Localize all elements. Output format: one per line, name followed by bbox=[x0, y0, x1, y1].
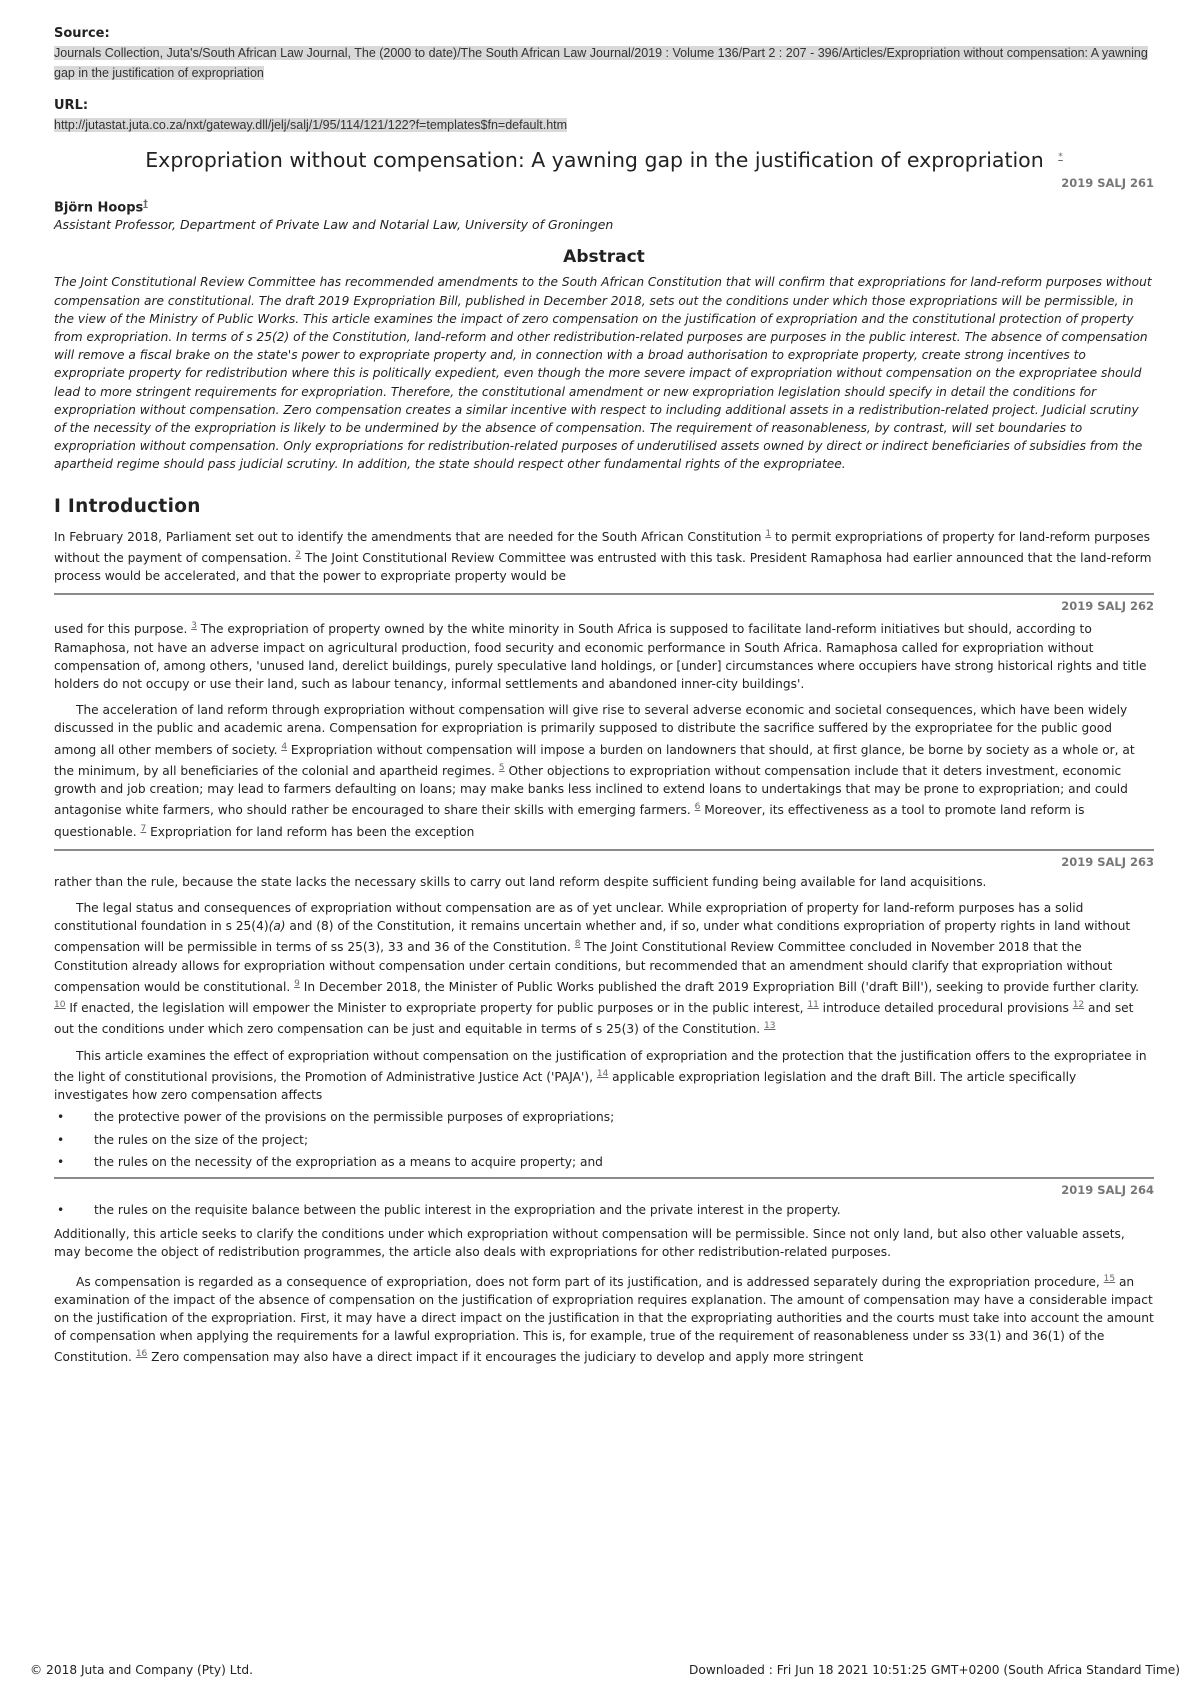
text-run: and set out the conditions under which zero compensation can be just and equitable in terms of s 25(3) of the Constitution. bbox=[54, 1001, 1134, 1037]
text-run: This article examines the effect of expropriation without compensation on the justification of expropriation and the protection that the justification offers to the expropriatee in the light of constitutional provisions, the Promotion of Administrative Justice Act ('PAJA'), bbox=[54, 1048, 1147, 1084]
footnote-link-11[interactable]: 11 bbox=[807, 1000, 819, 1011]
page-citation-264: 2019 SALJ 264 bbox=[1061, 1183, 1154, 1197]
text-run: Expropriation without compensation will impose a burden on landowners that should, at first glance, be borne by society as a whole or, at the minimum, by all beneficiaries of the colonial and apartheid regimes. bbox=[54, 742, 1135, 778]
page-citation-261: 2019 SALJ 261 bbox=[1061, 176, 1154, 190]
page-divider bbox=[54, 849, 1154, 851]
list-item: • the rules on the requisite balance between the public interest in the expropriation and the private interest in the property. bbox=[54, 1201, 1154, 1219]
text-run: Moreover, its effectiveness as a tool to promote land reform is questionable. bbox=[54, 803, 1085, 839]
footnote-link-12[interactable]: 12 bbox=[1072, 1000, 1085, 1011]
url-link[interactable]: http://jutastat.juta.co.za/nxt/gateway.dll/jelj/salj/1/95/114/121/122?f=templates$fn=default.htm bbox=[54, 118, 568, 132]
footnote-link-16[interactable]: 16 bbox=[135, 1349, 148, 1360]
text-run: introduce detailed procedural provisions bbox=[818, 1001, 1073, 1016]
text-run: and (8) of the Constitution, it remains uncertain whether and, if so, under what conditions expropriation of property rights in land without compensation will be permissible in terms of ss 25(3), 33 and 36 of the Constitution. bbox=[54, 919, 1131, 955]
text-run: The Joint Constitutional Review Committee concluded in November 2018 that the Constitution already allows for expropriation without compensation under certain conditions, but recommended that an amendment should clarify that expropriation without compensation would be constitutional. bbox=[54, 940, 1113, 994]
footnote-link-10[interactable]: 10 bbox=[54, 1000, 66, 1011]
text-run: to permit expropriations of property for land-reform purposes without the payment of compensation. bbox=[54, 529, 1151, 565]
text-run: As compensation is regarded as a consequence of expropriation, does not form part of its justification, and is addressed separately during the expropriation procedure, bbox=[76, 1274, 1104, 1289]
section-heading-introduction: I Introduction bbox=[54, 495, 201, 517]
footnote-link-1[interactable]: 1 bbox=[765, 528, 772, 539]
text-run: The Joint Constitutional Review Committee was entrusted with this task. President Ramaphosa had earlier announced that the land-reform process would be accelerated, and that the power to expropriate property would be bbox=[54, 550, 1152, 584]
source-label: Source: bbox=[54, 26, 110, 41]
paragraph-3 bbox=[54, 701, 1154, 841]
footnote-link-4[interactable]: 4 bbox=[281, 741, 288, 752]
paragraph-2 bbox=[54, 617, 1154, 693]
text-run: If enacted, the legislation will empower the Minister to expropriate property for public purposes or in the public interest, bbox=[65, 1001, 808, 1016]
bullet-list-continued bbox=[54, 1201, 1154, 1219]
abstract-text: The Joint Constitutional Review Committee has recommended amendments to the South African Constitution that will confirm that expropriations for land-reform purposes without compensation are constitutional. The draft 2019 Expropriation Bill, published in December 2018, sets out the conditions under which those expropriations will be permissible, in the view of the Ministry of Public Works. This article examines the impact of zero compensation on the justification of expropriation and the constitutional protection of property from expropriation. In terms of s 25(2) of the Constitution, land-reform and other redistribution-related purposes are purposes in the public interest. The absence of compensation will remove a fiscal brake on the state's power to expropriate property and, in connection with a broad authorisation to expropriate property, create strong incentives to expropriate property for redistribution where this is politically expedient, even though the more severe impact of expropriation without compensation on the expropriatee should lead to more stringent requirements for expropriation. Therefore, the constitutional amendment or new expropriation legislation should specify in detail the conditions for expropriation without compensation. Zero compensation creates a similar incentive with respect to including additional assets in a redistribution-related project. Judicial scrutiny of the necessity of the expropriation is likely to be undermined by the absence of compensation. The requirement of reasonableness, by contrast, will set boundaries to expropriation without compensation. Only expropriations for redistribution-related purposes of underutilised assets owned by direct or indirect beneficiaries of subsidies from the apartheid regime should pass judicial scrutiny. In addition, the state should respect other fundamental rights of the expropriatee. bbox=[54, 275, 1152, 472]
text-run: In December 2018, the Minister of Public Works published the draft 2019 Expropriation Bill ('draft Bill'), seeking to provide further clarity. bbox=[299, 979, 1140, 994]
page-citation-262: 2019 SALJ 262 bbox=[1061, 599, 1154, 614]
text-run: applicable expropriation legislation and the draft Bill. The article specifically investigates how zero compensation affects bbox=[54, 1069, 1077, 1103]
url-label: URL: bbox=[54, 98, 89, 113]
paragraph-7: Additionally, this article seeks to clarify the conditions under which expropriation without compensation will be permissible. Since not only land, but also other valuable assets, may become the object of redistribution programmes, the article also deals with expropriations for other redistribution-related purposes. bbox=[54, 1227, 1125, 1260]
title-footnote-link[interactable]: * bbox=[1058, 152, 1063, 163]
text-run: Other objections to expropriation without compensation include that it deters investment, economic growth and job creation; may lead to farmers defaulting on loans; may make banks less inclined to extend loans to undertakings that may be prone to expropriation; and could antagonise white farmers, who should rather be encouraged to share their skills with emerging farmers. bbox=[54, 763, 1128, 818]
text-run: an examination of the impact of the absence of compensation on the justification of expropriation requires explanation. The amount of compensation may have a considerable impact on the justification of the expropriation. First, it may have a direct impact on the justification in that the expropriating authorities and the courts must take into account the amount of compensation when applying the requirements for a lawful expropriation. This is, for example, true of the requirement of reasonableness under ss 33(1) and 36(1) of the Constitution. bbox=[54, 1274, 1154, 1365]
footnote-link-6[interactable]: 6 bbox=[694, 802, 701, 813]
text-run: used for this purpose. bbox=[54, 622, 192, 637]
footnote-link-9[interactable]: 9 bbox=[294, 978, 300, 989]
footnote-link-14[interactable]: 14 bbox=[596, 1068, 609, 1079]
article-title-text: Expropriation without compensation: A yawning gap in the justification of expropriation bbox=[145, 148, 1044, 172]
footnote-link-5[interactable]: 5 bbox=[498, 762, 505, 773]
abstract-heading: Abstract bbox=[563, 247, 645, 268]
source-path[interactable]: Journals Collection, Juta's/South African Law Journal, The (2000 to date)/The South African Law Journal/2019 : Volume 136/Part 2 : 207 - 396/Articles/Expropriation without compensation: A yawning gap in the justification of expropriation bbox=[54, 46, 1148, 80]
author-affiliation: Assistant Professor, Department of Private Law and Notarial Law, University of Groningen bbox=[54, 217, 614, 233]
list-item: • the rules on the necessity of the expropriation as a means to acquire property; and bbox=[54, 1153, 1154, 1171]
page-divider bbox=[54, 593, 1154, 595]
list-item: • the rules on the size of the project; bbox=[54, 1131, 1154, 1149]
list-item: • the protective power of the provisions on the permissible purposes of expropriations; bbox=[54, 1108, 1154, 1126]
paragraph-1 bbox=[54, 525, 1154, 586]
text-run: Expropriation for land reform has been the exception bbox=[146, 824, 475, 839]
text-run: In February 2018, Parliament set out to identify the amendments that are needed for the South African Constitution bbox=[54, 529, 766, 544]
paragraph-4: rather than the rule, because the state lacks the necessary skills to carry out land reform despite sufficient funding being available for land acquisitions. bbox=[54, 874, 987, 889]
page-citation-263: 2019 SALJ 263 bbox=[1061, 854, 1154, 869]
author-footnote-link[interactable]: † bbox=[143, 199, 148, 209]
url-block bbox=[54, 98, 1154, 134]
footnote-link-8[interactable]: 8 bbox=[574, 939, 581, 950]
download-timestamp: Downloaded : Fri Jun 18 2021 10:51:25 GMT+0200 (South Africa Standard Time) bbox=[689, 1663, 1180, 1677]
text-run: Zero compensation may also have a direct impact if it encourages the judiciary to develop and apply more stringent bbox=[147, 1350, 864, 1365]
bullet-list bbox=[54, 1108, 1154, 1171]
footnote-link-3[interactable]: 3 bbox=[191, 621, 197, 632]
copyright-notice: © 2018 Juta and Company (Pty) Ltd. bbox=[30, 1663, 253, 1677]
paragraph-5 bbox=[54, 899, 1154, 1039]
text-run: The expropriation of property owned by the white minority in South Africa is supposed to facilitate land-reform initiatives but should, according to Ramaphosa, not have an adverse impact on agricultural production, food security and economic performance in South Africa. Ramaphosa called for expropriation without compensation of, among others, 'unused land, derelict buildings, purely speculative land holdings, or [under] circumstances where occupiers have strong historical rights and title holders do not occupy or use their land, such as labour tenancy, informal settlements and abandoned inner-city buildings'. bbox=[54, 622, 1147, 691]
page-divider bbox=[54, 1177, 1154, 1179]
text-run: The legal status and consequences of expropriation without compensation are as of yet unclear. While expropriation of property for land-reform purposes has a solid constitutional foundation in s 25(4) bbox=[54, 901, 1084, 934]
footnote-link-15[interactable]: 15 bbox=[1103, 1273, 1116, 1284]
source-block bbox=[54, 26, 1154, 82]
footnote-link-2[interactable]: 2 bbox=[295, 549, 301, 560]
paragraph-6 bbox=[54, 1047, 1154, 1105]
text-run: The acceleration of land reform through expropriation without compensation will give rise to several adverse economic and societal consequences, which have been widely discussed in the public and academic arena. Compensation for expropriation is primarily supposed to distribute the sacrifice suffered by the expropriatee for the public good among all other members of society. bbox=[54, 703, 1128, 757]
article-title bbox=[54, 148, 1154, 172]
author-name bbox=[54, 196, 1154, 216]
author-name-text: Björn Hoops bbox=[54, 200, 144, 216]
paragraph-8 bbox=[54, 1270, 1154, 1367]
footnote-link-13[interactable]: 13 bbox=[764, 1021, 776, 1032]
text-run-italic: (a) bbox=[268, 919, 286, 934]
footnote-link-7[interactable]: 7 bbox=[140, 823, 147, 834]
